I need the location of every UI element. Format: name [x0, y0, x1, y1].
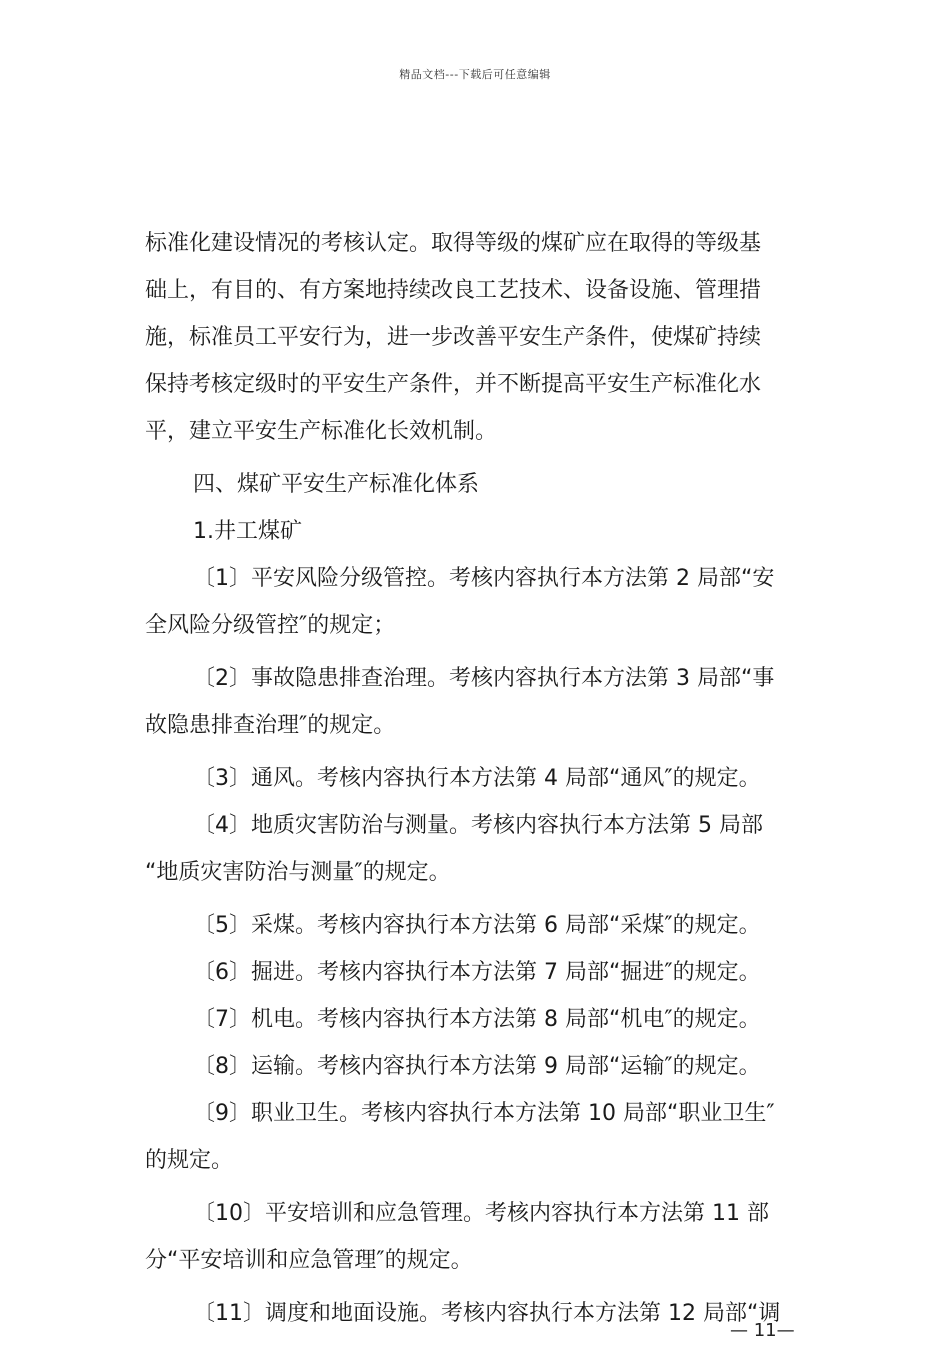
list-item	[145, 663, 835, 757]
list-item-line: 〔4〕地质灾害防治与测量。考核内容执行本方法第 5 局部	[193, 813, 763, 838]
list-item-line: 〔9〕职业卫生。考核内容执行本方法第 10 局部“职业卫生″	[193, 1101, 775, 1126]
document-body	[145, 228, 835, 1345]
list-item	[145, 1004, 835, 1051]
text-line: 保持考核定级时的平安生产条件，并不断提高平安生产标准化水	[145, 372, 762, 397]
list-item-line: 〔2〕事故隐患排查治理。考核内容执行本方法第 3 局部“事	[193, 666, 775, 691]
list-item-line: “地质灾害防治与测量″的规定。	[145, 860, 451, 885]
list-item-line: 分“平安培训和应急管理″的规定。	[145, 1248, 473, 1273]
list-item	[145, 1051, 835, 1098]
list-item	[145, 1198, 835, 1292]
text-line: 平，建立平安生产标准化长效机制。	[145, 419, 498, 444]
list-item-line: 〔7〕机电。考核内容执行本方法第 8 局部“机电″的规定。	[193, 1007, 761, 1032]
intro-paragraph	[145, 228, 835, 463]
text-line: 施，标准员工平安行为，进一步改善平安生产条件，使煤矿持续	[145, 325, 762, 350]
list-item	[145, 910, 835, 957]
page-number: — 11—	[730, 1320, 795, 1341]
list-item	[145, 763, 835, 810]
list-item-line: 故隐患排查治理″的规定。	[145, 713, 396, 738]
list-item	[145, 957, 835, 1004]
subsection-heading: 1.井工煤矿	[193, 519, 302, 544]
list-item-line: 〔11〕调度和地面设施。考核内容执行本方法第 12 局部“调	[193, 1301, 781, 1326]
list-item-line: 全风险分级管控″的规定；	[145, 613, 396, 638]
list-item-line: 的规定。	[145, 1148, 234, 1173]
list-item	[145, 563, 835, 657]
text-line: 标准化建设情况的考核认定。取得等级的煤矿应在取得的等级基	[145, 231, 762, 256]
list-item-line: 〔6〕掘进。考核内容执行本方法第 7 局部“掘进″的规定。	[193, 960, 761, 985]
text-line: 础上，有目的、有方案地持续改良工艺技术、设备设施、管理措	[145, 278, 762, 303]
list-item-line: 〔10〕平安培训和应急管理。考核内容执行本方法第 11 部	[193, 1201, 769, 1226]
list-item-line: 〔8〕运输。考核内容执行本方法第 9 局部“运输″的规定。	[193, 1054, 761, 1079]
list-item-line: 〔3〕通风。考核内容执行本方法第 4 局部“通风″的规定。	[193, 766, 761, 791]
list-item	[145, 810, 835, 904]
page-header: 精品文档---下载后可任意编辑	[399, 68, 551, 81]
list-item	[145, 1098, 835, 1192]
section-heading: 四、煤矿平安生产标准化体系	[193, 472, 480, 497]
list-item-line: 〔5〕采煤。考核内容执行本方法第 6 局部“采煤″的规定。	[193, 913, 761, 938]
list-item-line: 〔1〕平安风险分级管控。考核内容执行本方法第 2 局部“安	[193, 566, 775, 591]
